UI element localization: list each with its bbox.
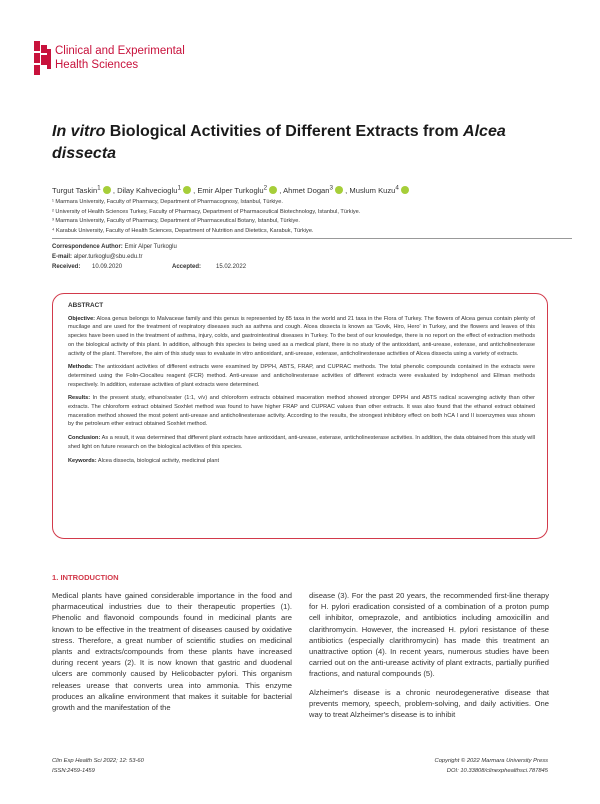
divider xyxy=(52,238,572,239)
abstract-conclusion: Conclusion: As a result, it was determined that different plant extracts have antioxidant, anti-urease, esterase, anticholinesterase activities. In addition, the data obtained from this study will shed light on future research on the biological activities of this species. xyxy=(68,435,535,450)
email-link[interactable]: alper.turkoglu@sbu.edu.tr xyxy=(73,254,143,260)
orcid-icon[interactable] xyxy=(103,186,111,194)
abstract-results: Results: In the present study, ethanol:water (1:1, v/v) and chloroform extracts obtained maceration method showed stronger DPPH and ABTS radical scavenging activity than other extracts. The chloroform extract obtained Soxhlet method was found to have higher FRAP and CUPRAC values than other extracts. It was also found that the ethanol extract obtained maceration method showed the most potent anti-urease and anticholinesterase activity. According to the results, the strongest inhibitory effect on both hCA I and II isoenzymes was shown by the petroleum ether extract obtained Soxhlet method. xyxy=(68,395,535,428)
abstract-heading: ABSTRACT xyxy=(68,302,104,309)
author[interactable]: Turgut Taskin$^1$ , xyxy=(52,184,118,195)
abstract-keywords: Keywords: Alcea dissecta, biological activity, medicinal plant xyxy=(68,457,220,464)
author-list xyxy=(52,183,572,196)
article-dates: Received: 10.09.2020 Accepted: 15.02.2022 xyxy=(52,264,247,270)
body-column-left xyxy=(52,590,292,720)
affiliations xyxy=(52,198,572,236)
article-title xyxy=(52,121,562,165)
journal-name-line1: Clinical and Experimental xyxy=(55,45,185,57)
correspondence-block xyxy=(52,242,572,272)
footer-copyright: Copyright © 2022 Marmara University Press DOI: 10.33808/clinexphealthsci.787845 xyxy=(434,758,548,774)
correspondence-author: Correspondence Author: Emir Alper Turkoglu xyxy=(52,244,177,250)
footer-citation: Clin Exp Health Sci 2022; 12: 53-60 ISSN:2459-1459 xyxy=(52,758,144,774)
section-heading-introduction: 1. INTRODUCTION xyxy=(52,573,119,582)
doi-link[interactable]: DOI: 10.33808/clinexphealthsci.787845 xyxy=(446,768,548,774)
affiliation: ³ Marmara University, Faculty of Pharmacy, Department of Pharmaceutical Botany, Istanbul, Türkiye. xyxy=(52,218,300,224)
abstract-methods: Methods: The antioxidant activities of different extracts were examined by DPPH, ABTS, FRAP, and CUPRAC methods. The total phenolic compounds contained in the extracts were determined using the Folin-Ciocalteu reagent (FCR) method. Anti-urease and anticholinesterase activities of different extracts were evaluated by indophenol and Ellman methods respectively. In addition, esterase activities of plant extracts were determined. xyxy=(68,364,535,388)
body-column-right xyxy=(309,590,549,727)
abstract-objective: Objective: Alcea genus belongs to Malvaceae family and this genus is represented by 85 taxa in the world and 21 taxa in the Flora of Turkey. The flowers of Alcea genus contain plenty of mucilage and are used for the treatment of respiratory diseases such as asthma and cough. Alcea dissecta is known as 'Govik, Hiro, Hero' in Turkey, and the flowers and leaves of this species have been used in the treatment of asthma, injury, colds, and gastrointestinal diseases in Turkey. To the best of our knowledge, there is no report on the effect of extraction methods on the biological activity of this plant. In addition, although this species is being used as a medical plant, there is no study of the antioxidant, anti-urease, esterase, and anticholinesterase activity of the plant. Therefore, the aim of this study was to evaluate in vitro antioxidant, anti-urease, esterase, anticholinesterase activities of Alcea dissecta using a variety of extracts. xyxy=(68,315,535,357)
journal-name-line2: Health Sciences xyxy=(55,59,139,71)
affiliation: ¹ Marmara University, Faculty of Pharmacy, Department of Pharmacognosy, Istanbul, Türkiye. xyxy=(52,199,283,205)
title-main: Biological Activities of Different Extracts from xyxy=(105,123,464,140)
orcid-icon[interactable] xyxy=(183,186,191,194)
paragraph: Medical plants have gained considerable importance in the food and pharmaceutical industries due to their therapeutic properties (1). Phenolic and flavonoid compounds found in medicinal plants are known to be effective in the treatment of diseases caused by oxidative stress. Therefore, a great number of scientific studies on medicinal plants and extracts/compounds from these plants have increased during recent years (2). It is now known that gastric and duodenal ulcers are commonly caused by Helicobacter pylori. This organism releases urease that converts urea into ammonia. This enzyme produces an alkaline environment that makes it suitable for bacterial growth and the manifestation of the xyxy=(52,591,292,713)
author[interactable]: Muslum Kuzu$^4$ xyxy=(349,186,411,195)
author[interactable]: Dilay Kahvecioglu$^1$ , xyxy=(117,184,198,195)
orcid-icon[interactable] xyxy=(401,186,409,194)
orcid-icon[interactable] xyxy=(269,186,277,194)
correspondence-email: E-mail: alper.turkoglu@sbu.edu.tr xyxy=(52,254,143,260)
journal-name xyxy=(55,44,185,72)
author[interactable]: Emir Alper Turkoglu$^2$ , xyxy=(197,184,284,195)
affiliation: ⁴ Karabuk University, Faculty of Health Sciences, Department of Nutrition and Dietetics, Karabuk, Türkiye. xyxy=(52,227,314,234)
author[interactable]: Ahmet Dogan$^3$ , xyxy=(283,184,350,195)
journal-logo xyxy=(34,41,52,75)
title-italic-2: Alcea dissecta xyxy=(52,123,506,162)
orcid-icon[interactable] xyxy=(335,186,343,194)
abstract-box xyxy=(52,293,548,539)
title-italic-1: In vitro xyxy=(52,123,106,140)
affiliation: ² University of Health Sciences Turkey, Faculty of Pharmacy, Department of Pharmaceutical Biotechnology, Istanbul, Türkiye. xyxy=(52,208,361,215)
paragraph: Alzheimer's disease is a chronic neurodegenerative disease that prevents memory, speech, problem-solving, and daily activities. One way to treat Alzheimer's disease is to inhibit xyxy=(309,687,549,720)
paragraph: disease (3). For the past 20 years, the recommended first-line therapy for H. pylori eradication consisted of a combination of a proton pump cell inhibitor, omeprazole, and antibiotics including amoxicillin and clarithromycin. However, the increased H. pylori resistance of these antibiotics (especially clarithromycin) has made this treatment an unattractive option (4). In recent years, numerous studies have been carried out on the anti-urease activity of plant extracts, partially purified fractions, and natural compounds (5). xyxy=(309,591,549,679)
